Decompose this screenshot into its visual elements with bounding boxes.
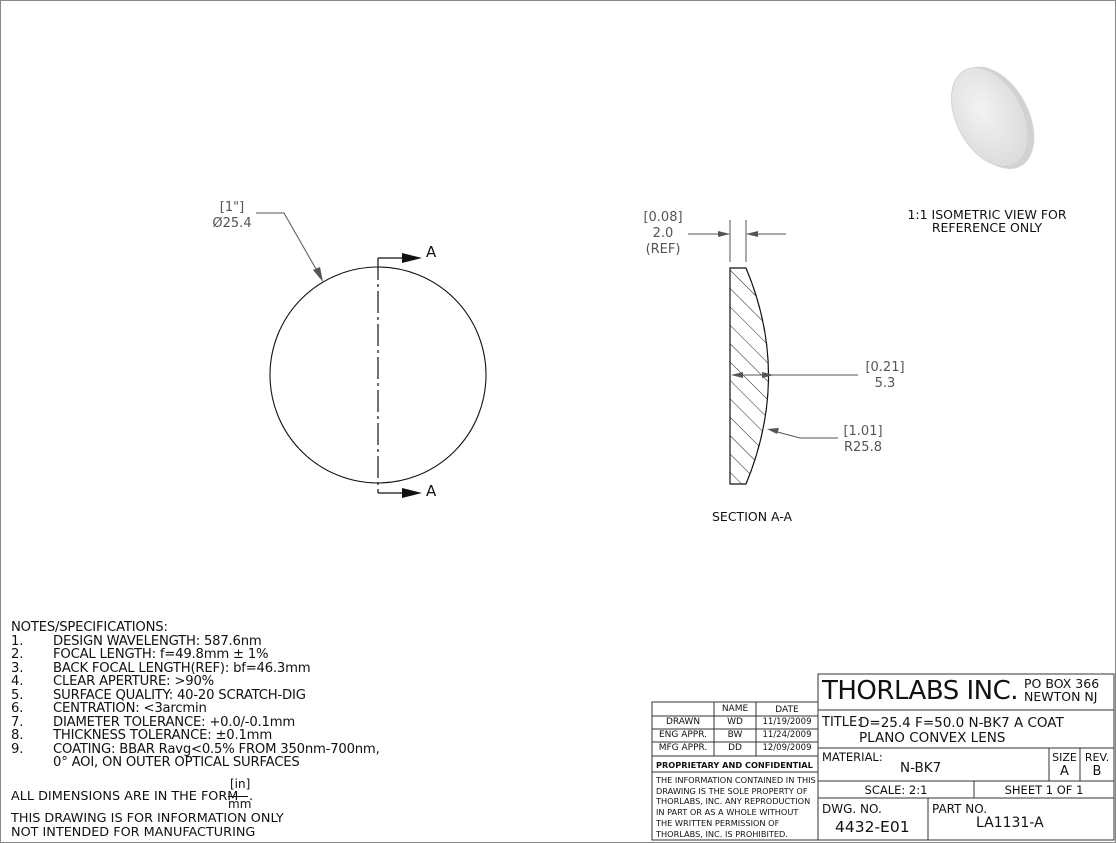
note-item: 5. SURFACE QUALITY: 40-20 SCRATCH-DIG [11, 687, 306, 703]
diameter-inch: [1"] [219, 200, 245, 215]
unit-inch-label: [in] [230, 777, 251, 791]
section-arrow-bottom [402, 488, 422, 498]
section-label-top: A [426, 243, 437, 261]
note-item: 6. CENTRATION: <3arcmin [11, 701, 207, 716]
date-mfg: 12/09/2009 [762, 743, 812, 753]
isometric-caption-line1: 1:1 ISOMETRIC VIEW FOR [907, 207, 1067, 222]
diameter-mm: Ø25.4 [212, 216, 252, 231]
name-mfg: DD [728, 743, 742, 753]
company-name: THORLABS INC. [822, 676, 1019, 706]
title-line1: D=25.4 F=50.0 N-BK7 A COAT [859, 715, 1064, 731]
name-header: NAME [721, 704, 749, 714]
note-item: 7. DIAMETER TOLERANCE: +0.0/-0.1mm [11, 714, 296, 730]
center-thickness-dimension [862, 360, 908, 392]
dims-form-text: ALL DIMENSIONS ARE IN THE FORM [11, 789, 239, 804]
date-eng: 11/24/2009 [762, 730, 812, 740]
notes-block [11, 621, 380, 770]
part-number: LA1131-A [976, 815, 1044, 831]
section-label-bottom: A [426, 482, 437, 500]
sheet-value: SHEET 1 OF 1 [1004, 783, 1084, 797]
title-line2: PLANO CONVEX LENS [859, 730, 1006, 746]
section-caption: SECTION A-A [712, 509, 793, 524]
unit-mm-label: mm [228, 797, 252, 811]
dwg-label: DWG. NO. [822, 802, 882, 816]
rev-value: B [1092, 764, 1102, 779]
radius-mm: R25.8 [844, 440, 882, 455]
isometric-lens-view [936, 52, 1051, 183]
diameter-dimension [212, 200, 252, 232]
date-drawn: 11/19/2009 [762, 717, 812, 727]
note-item: 9. COATING: BBAR Ravg<0.5% FROM 350nm-700nm, [11, 741, 380, 757]
role-mfg: MFG APPR. [658, 743, 708, 753]
part-label: PART NO. [932, 802, 988, 816]
radius-leader [770, 430, 838, 438]
name-drawn: WD [727, 717, 743, 727]
name-eng: BW [727, 730, 743, 740]
note-item: 4. CLEAR APERTURE: >90% [11, 674, 214, 689]
proprietary-notice: THE INFORMATION CONTAINED IN THIS DRAWING IS THE SOLE PROPERTY OF THORLABS, INC. ANY REPRODUCTION IN PART OR AS A WHOLE WITHOUT THE WRITTEN PERMISSION OF THORLABS, INC. IS PROHIBITED. [656, 775, 816, 839]
material-label: MATERIAL: [822, 750, 883, 764]
rev-label: REV. [1084, 751, 1110, 764]
size-value: A [1060, 764, 1069, 779]
scale-value: SCALE: 2:1 [864, 783, 928, 797]
note-item: 2. FOCAL LENGTH: f=49.8mm ± 1% [11, 647, 269, 662]
isometric-caption [897, 208, 1077, 234]
unit-period: . [249, 789, 254, 804]
center-thickness-mm: 5.3 [874, 376, 896, 391]
section-arrow-top [402, 253, 422, 263]
title-label: TITLE: [822, 715, 862, 730]
center-thickness-inch: [0.21] [865, 360, 905, 375]
note-item: 1. DESIGN WAVELENGTH: 587.6nm [11, 633, 262, 649]
edge-thickness-mm: 2.0 [652, 226, 674, 241]
edge-thickness-inch: [0.08] [643, 210, 683, 225]
radius-dimension [840, 424, 886, 456]
role-drawn: DRAWN [665, 717, 701, 727]
company-address: PO BOX 366 NEWTON NJ [1024, 676, 1100, 704]
notes-heading: NOTES/SPECIFICATIONS: [11, 620, 168, 635]
radius-inch: [1.01] [843, 424, 883, 439]
info-only-text: THIS DRAWING IS FOR INFORMATION ONLY [11, 811, 284, 826]
size-label: SIZE [1052, 751, 1077, 764]
dwg-number: 4432-E01 [835, 818, 910, 836]
edge-thickness-dimension [640, 210, 686, 258]
diameter-leader [256, 213, 320, 276]
note-item: 8. THICKNESS TOLERANCE: ±0.1mm [11, 728, 272, 743]
note-item: 3. BACK FOCAL LENGTH(REF): bf=46.3mm [11, 660, 311, 676]
material-value: N-BK7 [900, 760, 942, 776]
proprietary-heading: PROPRIETARY AND CONFIDENTIAL [656, 760, 813, 770]
date-header: DATE [775, 705, 799, 715]
not-for-mfg-text: NOT INTENDED FOR MANUFACTURING [11, 825, 256, 840]
isometric-caption-line2: REFERENCE ONLY [931, 220, 1043, 235]
role-eng: ENG APPR. [658, 730, 708, 740]
edge-thickness-ref: (REF) [645, 242, 681, 257]
note-item: 0° AOI, ON OUTER OPTICAL SURFACES [53, 755, 300, 770]
